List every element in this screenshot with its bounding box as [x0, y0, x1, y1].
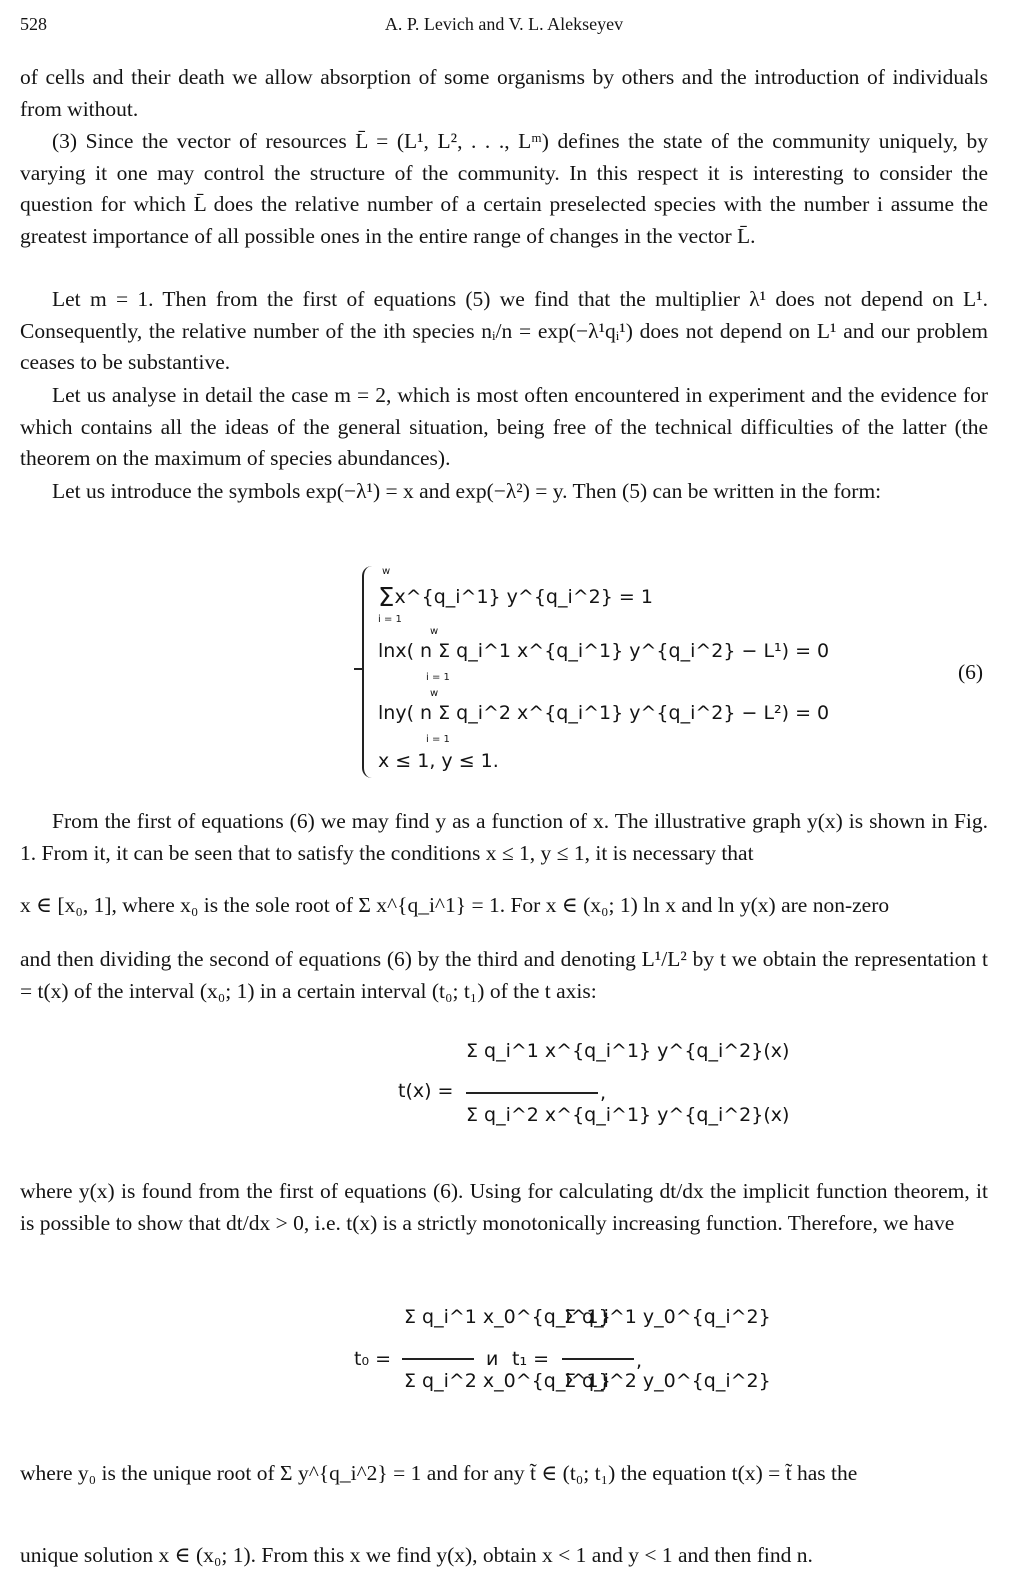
paragraph-6b: x ∈ [x₀, 1], where x₀ is the sole root of Σ x^{q_i^1} = 1. For x ∈ (x₀; 1) ln x and ln y(x) are non-zero	[20, 893, 890, 917]
tx-lhs: t(x) =	[398, 1080, 454, 1102]
paragraph-6c: and then dividing the second of equations (6) by the third and denoting L¹/L² by t we obtain the representation t = t(x) of the interval (x₀; 1) in a certain interval (t₀; t₁) of the t axis:	[20, 947, 988, 1003]
paragraph-8a: where y₀ is the unique root of Σ y^{q_i^2} = 1 and for any t̃ ∈ (t₀; t₁) the equation t(x) = t̃ has the	[20, 1461, 858, 1485]
sum-lower-1: i = 1	[378, 614, 402, 625]
page-number: 528	[20, 14, 47, 34]
system-line-1-text: x^{q_i^1} y^{q_i^2} = 1	[394, 586, 653, 608]
tx-numerator: Σ q_i^1 x^{q_i^1} y^{q_i^2}(x)	[466, 1040, 790, 1062]
equation-number-6: (6)	[958, 660, 984, 684]
tx-fraction-bar	[466, 1092, 598, 1094]
left-brace	[362, 566, 378, 778]
page-header	[20, 14, 988, 40]
sum-lower-3: i = 1	[426, 734, 450, 745]
t1-tail: ,	[636, 1350, 643, 1372]
sum-lower-2: i = 1	[426, 672, 450, 683]
paragraph-8b: unique solution x ∈ (x₀; 1). From this x we find y(x), obtain x < 1 and y < 1 and then find n.	[20, 1543, 813, 1567]
paragraph-2: (3) Since the vector of resources L̄ = (L¹, L², . . ., Lᵐ) defines the state of the community uniquely, by varying it one may control the structure of the community. In this respect it is interesting to consider the question for which L̄ does the relative number of a certain preselected species with the number i assume the greatest importance of all possible ones in the entire range of changes in the vector L̄.	[20, 129, 988, 248]
t0-t1-conjunction: и	[486, 1348, 499, 1370]
system-line-2: lnx( n Σ q_i^1 x^{q_i^1} y^{q_i^2} − L¹) = 0	[378, 640, 830, 662]
paragraph-1: of cells and their death we allow absorption of some organisms by others and the introduction of individuals from without.	[20, 65, 988, 121]
system-line-3: lny( n Σ q_i^2 x^{q_i^1} y^{q_i^2} − L²) = 0	[378, 702, 830, 724]
system-line-1	[378, 580, 653, 613]
sum-symbol: Σ	[378, 583, 395, 613]
paragraph-3: Let m = 1. Then from the first of equations (5) we find that the multiplier λ¹ does not depend on L¹. Consequently, the relative number of the ith species nᵢ/n = exp(−λ¹qᵢ¹) does not depend on L¹ and our problem ceases to be substantive.	[20, 287, 988, 374]
t1-fraction-bar	[562, 1358, 634, 1360]
t0-numerator: Σ q_i^1 x_0^{q_i^1}	[404, 1306, 611, 1328]
t1-lhs: t₁ =	[512, 1348, 550, 1370]
paragraph-6a: From the first of equations (6) we may find y as a function of x. The illustrative graph y(x) is shown in Fig. 1. From it, it can be seen that to satisfy the conditions x ≤ 1, y ≤ 1, it is necessary that	[20, 809, 988, 865]
sum-upper-2: w	[430, 626, 439, 637]
tx-tail: ,	[600, 1082, 607, 1104]
brace-tip	[354, 668, 364, 670]
paragraph-5: Let us introduce the symbols exp(−λ¹) = x and exp(−λ²) = y. Then (5) can be written in the form:	[52, 479, 882, 503]
t0-lhs: t₀ =	[354, 1348, 392, 1370]
paragraph-7: where y(x) is found from the first of equations (6). Using for calculating dt/dx the implicit function theorem, it is possible to show that dt/dx > 0, i.e. t(x) is a strictly monotonically increasing function. Therefore, we have	[20, 1179, 988, 1235]
running-title: A. P. Levich and V. L. Alekseyev	[384, 14, 624, 34]
tx-denominator: Σ q_i^2 x^{q_i^1} y^{q_i^2}(x)	[466, 1104, 790, 1126]
t1-denominator: Σ q_i^2 y_0^{q_i^2}	[564, 1370, 771, 1392]
sum-upper-1: w	[382, 566, 391, 577]
sum-upper-3: w	[430, 688, 439, 699]
t0-denominator: Σ q_i^2 x_0^{q_i^1}	[404, 1370, 611, 1392]
system-line-4: x ≤ 1, y ≤ 1.	[378, 750, 499, 772]
paragraph-4: Let us analyse in detail the case m = 2, which is most often encountered in experiment and the evidence for which contains all the ideas of the general situation, being free of the technical difficulties of the latter (the theorem on the maximum of species abundances).	[20, 383, 988, 470]
t1-numerator: Σ q_i^1 y_0^{q_i^2}	[564, 1306, 771, 1328]
t0-fraction-bar	[402, 1358, 474, 1360]
